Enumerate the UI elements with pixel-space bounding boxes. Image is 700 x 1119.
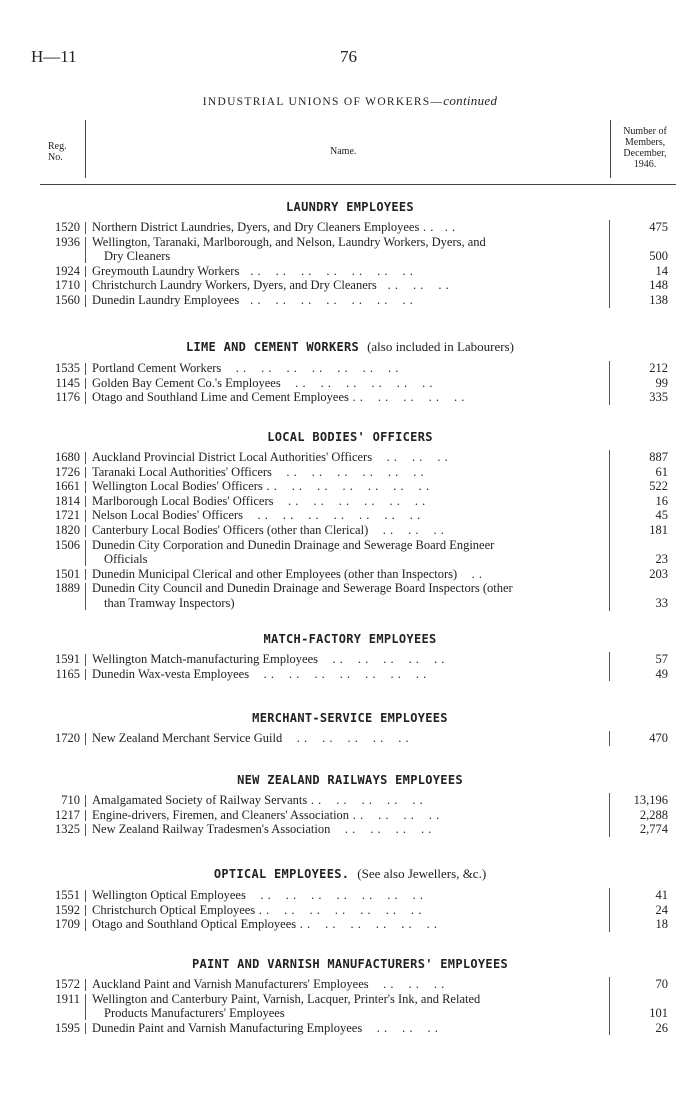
value-rule bbox=[609, 731, 610, 746]
member-count: 181 bbox=[649, 522, 668, 537]
members-header-line: Members, bbox=[624, 137, 666, 148]
section-title bbox=[0, 632, 700, 646]
value-rule bbox=[609, 1021, 610, 1036]
members-header bbox=[612, 126, 678, 170]
section-title-text: PAINT AND VARNISH MANUFACTURERS' EMPLOYEES bbox=[191, 957, 509, 971]
reg-number: 1176 bbox=[55, 390, 80, 405]
union-name-continuation: than Tramway Inspectors) bbox=[104, 595, 235, 610]
member-count: 33 bbox=[655, 595, 668, 610]
name-header: Name. bbox=[330, 146, 357, 157]
union-name bbox=[92, 220, 607, 235]
union-name bbox=[92, 903, 607, 918]
member-count: 70 bbox=[655, 977, 668, 991]
section-rows bbox=[0, 888, 700, 932]
leader-dots: . . . . . . . . . . . . . . bbox=[242, 508, 421, 523]
reg-number: 1165 bbox=[55, 666, 80, 681]
column-header bbox=[40, 118, 676, 185]
reg-number: 1560 bbox=[55, 292, 80, 307]
value-rule bbox=[609, 652, 610, 667]
row-rule bbox=[85, 919, 86, 931]
union-name-text: Engine-drivers, Firemen, and Cleaners' Association bbox=[92, 807, 350, 822]
reg-number: 1551 bbox=[55, 888, 80, 902]
value-rule bbox=[609, 390, 610, 405]
row-rule bbox=[85, 1023, 86, 1035]
union-name bbox=[92, 977, 607, 992]
section bbox=[0, 773, 700, 837]
member-count: 13,196 bbox=[633, 793, 668, 807]
reg-number: 1661 bbox=[55, 479, 80, 494]
union-name bbox=[92, 494, 607, 509]
union-name bbox=[92, 508, 607, 523]
section-rows bbox=[0, 220, 700, 308]
leader-dots: . . . . . . bbox=[376, 278, 450, 293]
union-name-text: Amalgamated Society of Railway Servants bbox=[92, 793, 308, 807]
row-rule bbox=[85, 467, 86, 479]
union-name-text: Marlborough Local Bodies' Officers bbox=[92, 493, 274, 508]
reg-number: 1911 bbox=[55, 991, 80, 1006]
union-name-text: Christchurch Optical Employees bbox=[92, 902, 256, 917]
union-row bbox=[0, 667, 700, 682]
member-count: 138 bbox=[649, 292, 668, 307]
section-title-text: LOCAL BODIES' OFFICERS bbox=[267, 430, 433, 444]
section-title-text: LAUNDRY EMPLOYEES bbox=[286, 200, 414, 214]
union-row bbox=[0, 581, 700, 610]
value-rule bbox=[609, 992, 610, 1021]
union-name-text: Dunedin Laundry Employees bbox=[92, 292, 240, 307]
member-count: 212 bbox=[649, 361, 668, 375]
union-row bbox=[0, 731, 700, 746]
value-rule bbox=[609, 450, 610, 465]
value-rule bbox=[609, 278, 610, 293]
union-row bbox=[0, 523, 700, 538]
subtitle-italic: continued bbox=[443, 93, 498, 108]
union-row bbox=[0, 220, 700, 235]
subtitle-main: INDUSTRIAL UNIONS OF WORKERS— bbox=[202, 96, 444, 108]
union-row bbox=[0, 264, 700, 279]
leader-dots: . . . . . . bbox=[372, 450, 449, 464]
row-rule bbox=[85, 733, 86, 745]
row-rule bbox=[85, 280, 86, 292]
section bbox=[0, 711, 700, 746]
union-name-text: Auckland Paint and Varnish Manufacturers' Employees bbox=[92, 977, 369, 991]
union-name bbox=[92, 278, 607, 293]
value-rule bbox=[609, 220, 610, 235]
union-name-text: Greymouth Laundry Workers bbox=[92, 263, 240, 278]
union-row bbox=[0, 977, 700, 992]
leader-dots: . . . . . . . . bbox=[330, 822, 432, 837]
member-count: 335 bbox=[649, 390, 668, 405]
union-row bbox=[0, 888, 700, 903]
union-row bbox=[0, 479, 700, 494]
union-name bbox=[92, 264, 607, 279]
section-title-text: LIME AND CEMENT WORKERS bbox=[185, 340, 360, 354]
section-title bbox=[0, 866, 700, 882]
member-count: 49 bbox=[655, 666, 668, 681]
value-rule bbox=[609, 293, 610, 308]
union-name-text: New Zealand Merchant Service Guild bbox=[92, 731, 283, 745]
member-count: 2,774 bbox=[639, 822, 668, 837]
union-name-continuation: Products Manufacturers' Employees bbox=[104, 1006, 285, 1021]
union-name bbox=[92, 538, 607, 567]
section bbox=[0, 632, 700, 681]
leader-dots: . . . . . . . . . . . . . . bbox=[249, 666, 427, 681]
member-count: 203 bbox=[649, 566, 668, 581]
reg-number: 1592 bbox=[55, 902, 80, 917]
member-count: 45 bbox=[655, 508, 668, 523]
union-name bbox=[92, 731, 607, 746]
section-rows bbox=[0, 977, 700, 1035]
section-title bbox=[0, 339, 700, 355]
section-rows bbox=[0, 731, 700, 746]
union-name-text: Dunedin Municipal Clerical and other Employees (other than Inspectors) bbox=[92, 566, 458, 581]
leader-dots: . . . . . . . . . . bbox=[348, 390, 465, 405]
leader-dots: . . . . . . . . . . . . . . bbox=[262, 479, 430, 494]
union-name-continuation: Dry Cleaners bbox=[104, 249, 171, 264]
leader-dots: . . bbox=[457, 566, 483, 581]
union-name bbox=[92, 793, 607, 808]
reg-number: 1820 bbox=[55, 522, 80, 537]
union-name bbox=[92, 567, 607, 582]
row-rule bbox=[85, 569, 86, 581]
union-row bbox=[0, 390, 700, 405]
section-rows bbox=[0, 652, 700, 681]
union-row bbox=[0, 235, 700, 264]
union-name-text: New Zealand Railway Tradesmen's Association bbox=[92, 822, 331, 837]
reg-number: 1726 bbox=[55, 464, 80, 479]
union-name-text: Otago and Southland Lime and Cement Employees bbox=[92, 390, 349, 405]
row-rule bbox=[85, 540, 86, 566]
row-rule bbox=[85, 810, 86, 822]
members-header-line: December, bbox=[623, 148, 667, 159]
union-name-text: Otago and Southland Optical Employees bbox=[92, 917, 297, 932]
leader-dots: . . . . . . . . . . . . . . bbox=[239, 263, 414, 278]
section-title-text: MERCHANT-SERVICE EMPLOYEES bbox=[252, 711, 448, 725]
union-row bbox=[0, 465, 700, 480]
union-name bbox=[92, 652, 607, 667]
union-row bbox=[0, 567, 700, 582]
union-name-text: Dunedin Paint and Varnish Manufacturing Employees bbox=[92, 1020, 363, 1035]
union-name-text: Canterbury Local Bodies' Officers (other than Clerical) bbox=[92, 522, 369, 537]
document-code: H—11 bbox=[31, 47, 77, 66]
union-name bbox=[92, 992, 607, 1021]
leader-dots: . . . . . . . . . . bbox=[318, 652, 445, 666]
leader-dots: . . . . . . bbox=[368, 522, 445, 537]
section bbox=[0, 430, 700, 611]
member-count: 101 bbox=[649, 1006, 668, 1021]
member-count: 522 bbox=[649, 479, 668, 494]
leader-dots: . . . . bbox=[419, 220, 456, 234]
reg-number: 1889 bbox=[55, 581, 80, 596]
section-title bbox=[0, 711, 700, 725]
union-name bbox=[92, 808, 607, 823]
leader-dots: . . . . . . . . . . . . bbox=[296, 917, 438, 932]
reg-number: 1710 bbox=[55, 278, 80, 293]
column-divider bbox=[85, 120, 86, 178]
section-title-text: NEW ZEALAND RAILWAYS EMPLOYEES bbox=[237, 773, 463, 787]
row-rule bbox=[85, 363, 86, 375]
member-count: 148 bbox=[649, 278, 668, 293]
value-rule bbox=[609, 917, 610, 932]
value-rule bbox=[609, 479, 610, 494]
row-rule bbox=[85, 266, 86, 278]
value-rule bbox=[609, 508, 610, 523]
union-name-text: Portland Cement Workers bbox=[92, 361, 222, 375]
reg-header-line: No. bbox=[48, 152, 63, 163]
section bbox=[0, 866, 700, 932]
reg-number: 1145 bbox=[55, 375, 80, 390]
value-rule bbox=[609, 465, 610, 480]
row-rule bbox=[85, 669, 86, 681]
row-rule bbox=[85, 583, 86, 609]
union-name-text: Taranaki Local Authorities' Officers bbox=[92, 464, 272, 479]
leader-dots: . . . . . . . . . . . . . . bbox=[245, 888, 424, 902]
union-row bbox=[0, 652, 700, 667]
value-rule bbox=[609, 667, 610, 682]
reg-number: 1572 bbox=[55, 977, 80, 991]
value-rule bbox=[609, 581, 610, 610]
row-rule bbox=[85, 237, 86, 263]
reg-number: 1501 bbox=[55, 566, 80, 581]
member-count: 23 bbox=[655, 552, 668, 567]
reg-number: 1936 bbox=[55, 234, 80, 249]
union-name bbox=[92, 888, 607, 903]
leader-dots: . . . . . . bbox=[362, 1020, 439, 1035]
member-count: 61 bbox=[655, 464, 668, 479]
union-name bbox=[92, 581, 607, 610]
member-count: 41 bbox=[655, 888, 668, 902]
member-count: 99 bbox=[655, 375, 668, 390]
union-row bbox=[0, 822, 700, 837]
row-rule bbox=[85, 654, 86, 666]
value-rule bbox=[609, 888, 610, 903]
leader-dots: . . . . . . . . . . bbox=[307, 793, 424, 807]
leader-dots: . . . . . . . . . . bbox=[282, 731, 410, 745]
row-rule bbox=[85, 222, 86, 234]
union-row bbox=[0, 278, 700, 293]
union-name bbox=[92, 293, 607, 308]
row-rule bbox=[85, 890, 86, 902]
union-name bbox=[92, 1021, 607, 1036]
row-rule bbox=[85, 994, 86, 1020]
union-name bbox=[92, 361, 607, 376]
value-rule bbox=[609, 903, 610, 918]
union-name-text: Wellington Match-manufacturing Employees bbox=[92, 652, 319, 666]
section bbox=[0, 957, 700, 1035]
union-name-text: Dunedin City Corporation and Dunedin Drainage and Sewerage Board Engineer bbox=[92, 537, 495, 552]
value-rule bbox=[609, 494, 610, 509]
member-count: 14 bbox=[655, 263, 668, 278]
page-subtitle bbox=[0, 93, 700, 109]
reg-number: 1591 bbox=[55, 652, 80, 666]
reg-number: 1520 bbox=[55, 220, 80, 234]
member-count: 26 bbox=[655, 1020, 668, 1035]
union-name-text: Dunedin Wax-vesta Employees bbox=[92, 666, 250, 681]
union-row bbox=[0, 1021, 700, 1036]
reg-number: 1680 bbox=[55, 450, 80, 464]
union-name bbox=[92, 822, 607, 837]
section-rows bbox=[0, 793, 700, 837]
union-name bbox=[92, 465, 607, 480]
union-row bbox=[0, 917, 700, 932]
members-header-line: Number of bbox=[623, 126, 667, 137]
union-name-text: Golden Bay Cement Co.'s Employees bbox=[92, 375, 281, 390]
members-header-line: 1946. bbox=[633, 159, 657, 170]
union-name-text: Dunedin City Council and Dunedin Drainage and Sewerage Board Inspectors (other bbox=[92, 581, 513, 596]
leader-dots: . . . . . . . . . . . . bbox=[280, 375, 433, 390]
union-row bbox=[0, 903, 700, 918]
value-rule bbox=[609, 808, 610, 823]
leader-dots: . . . . . . . . . . . . . . bbox=[239, 292, 414, 307]
member-count: 57 bbox=[655, 652, 668, 666]
row-rule bbox=[85, 452, 86, 464]
page-number: 76 bbox=[340, 47, 357, 66]
member-count: 475 bbox=[649, 220, 668, 234]
member-count: 24 bbox=[655, 902, 668, 917]
reg-number: 1506 bbox=[55, 537, 80, 552]
member-count: 16 bbox=[655, 493, 668, 508]
union-name bbox=[92, 523, 607, 538]
row-rule bbox=[85, 496, 86, 508]
member-count: 2,288 bbox=[639, 807, 668, 822]
section bbox=[0, 339, 700, 405]
row-rule bbox=[85, 510, 86, 522]
section-note: (also included in Labourers) bbox=[367, 339, 514, 354]
member-count: 470 bbox=[649, 731, 668, 745]
reg-no-header bbox=[48, 141, 67, 163]
reg-number: 1924 bbox=[55, 263, 80, 278]
union-row bbox=[0, 293, 700, 308]
union-name bbox=[92, 450, 607, 465]
union-name-text: Christchurch Laundry Workers, Dyers, and Dry Cleaners bbox=[92, 278, 377, 293]
value-rule bbox=[609, 567, 610, 582]
value-rule bbox=[609, 793, 610, 808]
reg-number: 1595 bbox=[55, 1020, 80, 1035]
value-rule bbox=[609, 264, 610, 279]
union-row bbox=[0, 793, 700, 808]
leader-dots: . . . . . . bbox=[368, 977, 445, 991]
row-rule bbox=[85, 481, 86, 493]
leader-dots: . . . . . . . . bbox=[349, 807, 440, 822]
column-divider bbox=[610, 120, 611, 178]
row-rule bbox=[85, 525, 86, 537]
leader-dots: . . . . . . . . . . . . . . bbox=[255, 902, 422, 917]
union-name-text: Auckland Provincial District Local Authorities' Officers bbox=[92, 450, 373, 464]
value-rule bbox=[609, 822, 610, 837]
row-rule bbox=[85, 378, 86, 390]
union-name bbox=[92, 479, 607, 494]
union-name-text: Wellington and Canterbury Paint, Varnish, Lacquer, Printer's Ink, and Related bbox=[92, 991, 481, 1006]
reg-number: 1709 bbox=[55, 917, 80, 932]
union-name bbox=[92, 235, 607, 264]
reg-number: 1814 bbox=[55, 493, 80, 508]
section-title bbox=[0, 773, 700, 787]
leader-dots: . . . . . . . . . . . . bbox=[273, 493, 426, 508]
member-count: 887 bbox=[649, 450, 668, 464]
value-rule bbox=[609, 235, 610, 264]
union-row bbox=[0, 361, 700, 376]
union-name-text: Wellington Local Bodies' Officers bbox=[92, 479, 263, 494]
union-name bbox=[92, 917, 607, 932]
union-row bbox=[0, 494, 700, 509]
union-name bbox=[92, 390, 607, 405]
union-row bbox=[0, 808, 700, 823]
section-title bbox=[0, 200, 700, 214]
row-rule bbox=[85, 795, 86, 807]
reg-number: 1217 bbox=[55, 807, 80, 822]
reg-number: 1720 bbox=[55, 731, 80, 745]
value-rule bbox=[609, 523, 610, 538]
section-title-text: OPTICAL EMPLOYEES. bbox=[213, 867, 350, 881]
union-name-text: Nelson Local Bodies' Officers bbox=[92, 508, 243, 523]
reg-header-line: Reg. bbox=[48, 141, 67, 152]
union-name-text: Wellington Optical Employees bbox=[92, 888, 246, 902]
union-row bbox=[0, 538, 700, 567]
value-rule bbox=[609, 538, 610, 567]
union-name-text: Northern District Laundries, Dyers, and Dry Cleaners Employees bbox=[92, 220, 420, 234]
union-name bbox=[92, 376, 607, 391]
union-row bbox=[0, 450, 700, 465]
row-rule bbox=[85, 905, 86, 917]
row-rule bbox=[85, 824, 86, 836]
row-rule bbox=[85, 392, 86, 404]
section-title-text: MATCH-FACTORY EMPLOYEES bbox=[263, 632, 437, 646]
union-row bbox=[0, 508, 700, 523]
reg-number: 1325 bbox=[55, 822, 80, 837]
union-name bbox=[92, 667, 607, 682]
reg-number: 710 bbox=[61, 793, 80, 807]
reg-number: 1721 bbox=[55, 508, 80, 523]
union-row bbox=[0, 992, 700, 1021]
member-count: 500 bbox=[649, 249, 668, 264]
union-name-text: Wellington, Taranaki, Marlborough, and Nelson, Laundry Workers, Dyers, and bbox=[92, 234, 486, 249]
section bbox=[0, 200, 700, 308]
row-rule bbox=[85, 295, 86, 307]
union-name-continuation: Officials bbox=[104, 552, 148, 567]
value-rule bbox=[609, 376, 610, 391]
row-rule bbox=[85, 979, 86, 991]
section-title bbox=[0, 430, 700, 444]
value-rule bbox=[609, 361, 610, 376]
section-note: (See also Jewellers, &c.) bbox=[357, 866, 487, 881]
leader-dots: . . . . . . . . . . . . bbox=[271, 464, 425, 479]
union-row bbox=[0, 376, 700, 391]
section-title bbox=[0, 957, 700, 971]
reg-number: 1535 bbox=[55, 361, 80, 375]
value-rule bbox=[609, 977, 610, 992]
section-rows bbox=[0, 450, 700, 611]
section-rows bbox=[0, 361, 700, 405]
member-count: 18 bbox=[655, 917, 668, 932]
leader-dots: . . . . . . . . . . . . . . bbox=[221, 361, 399, 375]
